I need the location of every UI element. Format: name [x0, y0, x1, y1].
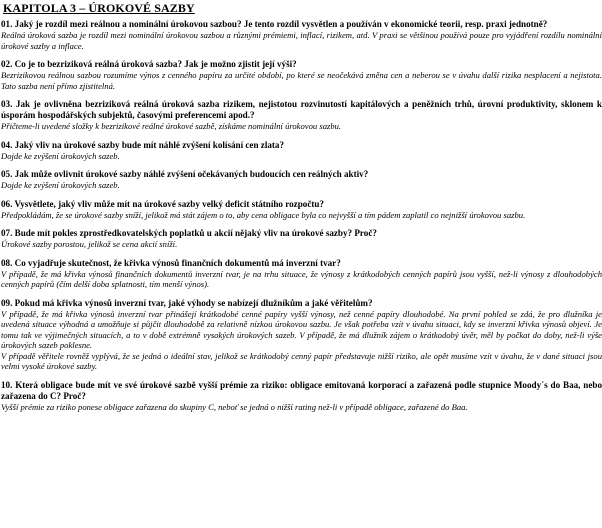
question-block — [1, 380, 602, 413]
answer-text: Předpokládám, že se úrokové sazby sníží, jelikož má stát zájem o to, aby cena obligace byla co nejvyšší a tím pádem zaplatil co nejnižší úrokovou sazbu. — [1, 209, 526, 220]
answer-text: Reálná úroková sazba je rozdíl mezi nominální úrokovou sazbou a různými prémiemi, inflací, rizikem, atd. V praxi se většinou používá pouze pro vyjádření rozdílu nominální úrokové sazby a inflace. — [1, 30, 602, 51]
question-text: 03. Jak je ovlivněna bezriziková reálná úroková sazba rizikem, nejistotou rozvinutostí kapitálových a peněžních trhů, úrovní produktivity, sklonem k úsporám hospodářských subjektů, časovými preferencemi apod.? — [1, 99, 602, 120]
question-text: 08. Co vyjadřuje skutečnost, že křivka výnosů finančních dokumentů má inverzní tvar? — [1, 257, 341, 268]
question-block — [1, 199, 602, 221]
question-block — [1, 169, 602, 191]
answer-text: Bezrizikovou reálnou sazbou rozumíme výnos z cenného papíru za určité období, po které se neočekává změna cen a neberou se v úvahu další rizika nesplacení a nejistota. Tato sazba není přímo zjistitelná. — [1, 70, 602, 91]
question-text: 02. Co je to bezriziková reálná úroková sazba? Jak je možno zjistit její výši? — [1, 59, 297, 69]
question-text: 04. Jaký vliv na úrokové sazby bude mít náhlé zvýšení kolísání cen zlata? — [1, 139, 285, 150]
question-text: 05. Jak může ovlivnit úrokové sazby náhlé zvýšení očekávaných budoucích cen reálných aktiv? — [1, 169, 369, 179]
chapter-title: KAPITOLA 3 – ÚROKOVÉ SAZBY — [3, 1, 195, 15]
question-block — [1, 258, 602, 290]
question-text: 10. Která obligace bude mít ve své úrokové sazbě vyšší prémie za riziko: obligace emitovaná korporací a zařazená podle stupnice Moody´s do Baa, nebo zařazena do C? Proč? — [1, 379, 602, 401]
question-text: 01. Jaký je rozdíl mezi reálnou a nominální úrokovou sazbou? Je tento rozdíl vysvětlen a používán v ekonomické teorii, resp. praxi jednotně? — [1, 19, 548, 29]
question-block — [1, 99, 602, 132]
answer-text: Přičteme-li uvedené složky k bezrizikové reálné úrokové sazbě, získáme nominální úrokovou sazbu. — [1, 121, 342, 131]
answer-text: Dojde ke zvýšení úrokových sazeb. — [1, 180, 120, 190]
question-block — [1, 298, 602, 372]
question-list — [1, 19, 602, 412]
question-block — [1, 59, 602, 91]
answer-text: V případě věřitele rovněž vyplývá, že se jedná o ideální stav, jelikož se krátkodobý cenný papír představuje nižší riziko, ale opět musíme vzít v úvahu, že v dané situaci jsou velmi vysoké úrokové sazby. — [1, 350, 602, 371]
question-text: 07. Bude mít pokles zprostředkovatelských poplatků u akcií nějaký vliv na úrokové sazby? Proč? — [1, 228, 377, 238]
answer-text: Vyšší prémie za riziko ponese obligace zařazena do skupiny C, neboť se jedná o nižší rating než-li v případě obligace, zařazené do Baa. — [1, 401, 468, 412]
answer-text: Dojde ke zvýšení úrokových sazeb. — [1, 150, 120, 161]
question-text: 06. Vysvětlete, jaký vliv může mít na úrokové sazby velký deficit státního rozpočtu? — [1, 198, 324, 209]
question-block — [1, 140, 602, 162]
question-text: 09. Pokud má křivka výnosů inverzní tvar, jaké výhody se nabízejí dlužníkům a jaké věřitelům? — [1, 297, 373, 308]
question-block — [1, 19, 602, 51]
answer-text: Úrokové sazby porostou, jelikož se cena akcií sníží. — [1, 239, 178, 249]
answer-text: V případě, že má křivka výnosů inverzní tvar přinášejí krátkodobé cenné papíry vyšší výnosy, než cenné papíry dlouhodobé. Na první pohled se zdá, že pro dlužníka je uvedená situace výhodná a umožňuje si půjčit dlouhodobě za relativně nízkou úrokovou sazbu. Je však potřeba vzít v úvahu situaci, kdy se inverzní křivka výnosů objeví. Je tomu tak ve výjimečných situacích, a to v době extrémně vysokých úrokových sazeb. V případě, že má dlužník zájem o krátkodobý úvěr, měl by počkat do doby, než-li výše úrokových sazeb poklesne. — [1, 308, 602, 350]
document-page — [1, 0, 602, 528]
answer-text: V případě, že má křivka výnosů finančních dokumentů inverzní tvar, je na trhu situace, že výnosy z krátkodobých cenných papírů jsou vyšší, než-li výnosy z dlouhodobých cenných papírů (čím delší doba splatnosti, tím menší výnos). — [1, 268, 602, 289]
question-block — [1, 228, 602, 250]
